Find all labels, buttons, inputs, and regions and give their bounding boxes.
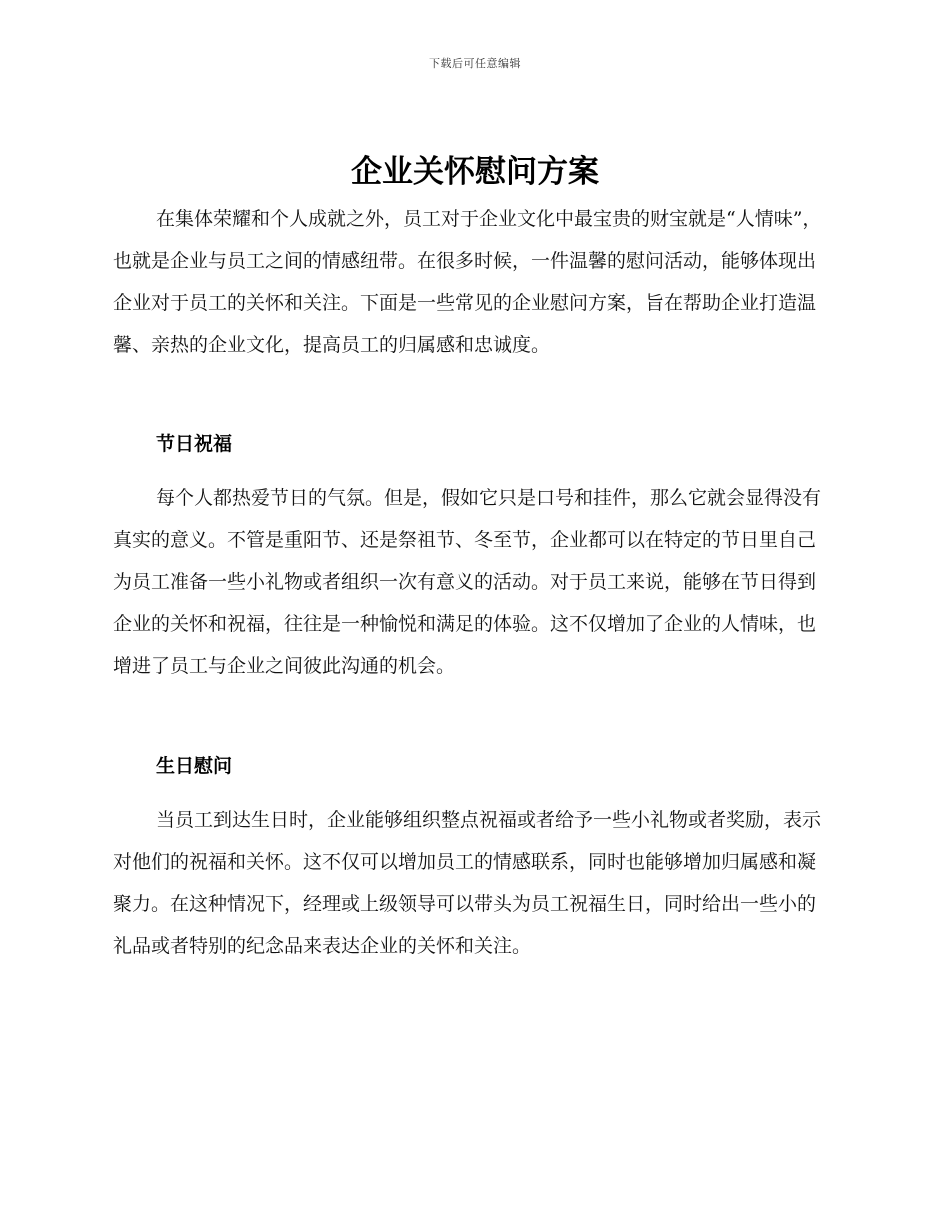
section-body-birthday-care: 当员工到达生日时，企业能够组织整点祝福或者给予一些小礼物或者奖励，表示对他们的祝福和关怀。这不仅可以增加员工的情感联系，同时也能够增加归属感和凝聚力。在这种情况下，经理或上级领导可以带头为员工祝福生日，同时给出一些小的礼品或者特别的纪念品来表达企业的关怀和关注。 — [113, 809, 822, 957]
page-header-note: 下载后可任意编辑 — [429, 57, 521, 70]
section-body-holiday-greetings: 每个人都热爱节日的气氛。但是，假如它只是口号和挂件，那么它就会显得没有真实的意义。不管是重阳节、还是祭祖节、冬至节，企业都可以在特定的节日里自己为员工准备一些小礼物或者组织一次有意义的活动。对于员工来说，能够在节日得到企业的关怀和祝福，往往是一种愉悦和满足的体验。这不仅增加了企业的人情味，也增进了员工与企业之间彼此沟通的机会。 — [113, 487, 822, 677]
document-title: 企业关怀慰问方案 — [351, 154, 599, 190]
section-heading-holiday-greetings: 节日祝福 — [156, 433, 233, 455]
intro-paragraph: 在集体荣耀和个人成就之外，员工对于企业文化中最宝贵的财宝就是“人情味”，也就是企业与员工之间的情感纽带。在很多时候，一件温馨的慰问活动，能够体现出企业对于员工的关怀和关注。下面是一些常见的企业慰问方案，旨在帮助企业打造温馨、亲热的企业文化，提高员工的归属感和忠诚度。 — [113, 208, 822, 356]
section-heading-birthday-care: 生日慰问 — [156, 755, 233, 777]
